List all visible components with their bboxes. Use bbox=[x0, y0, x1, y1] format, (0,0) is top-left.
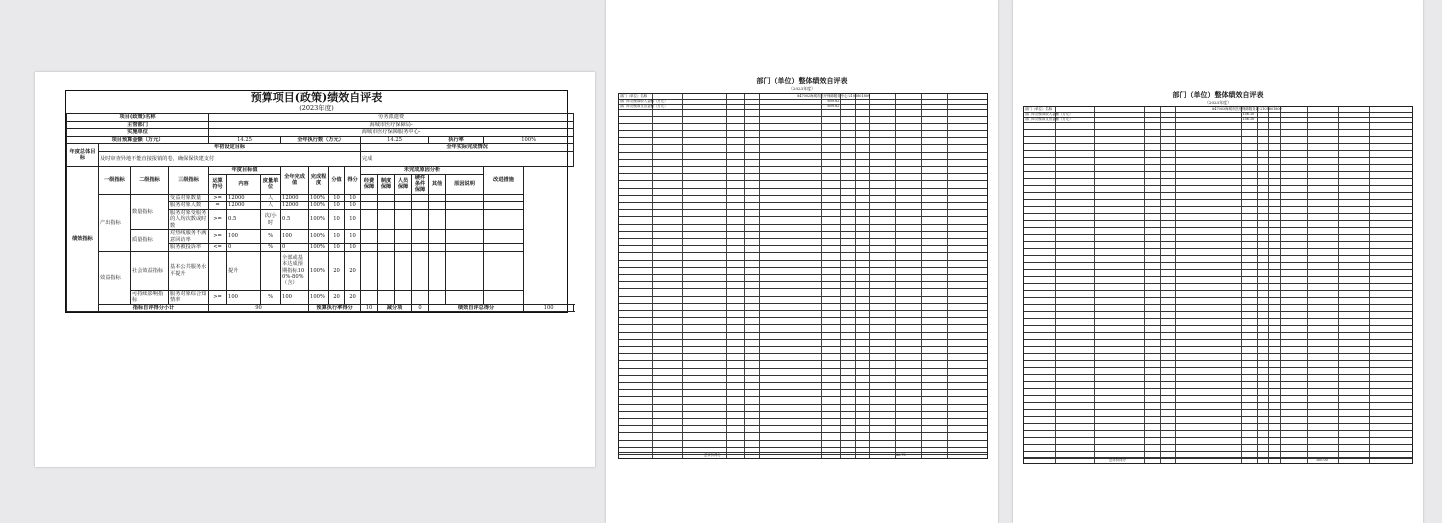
indicator-degree: 100% bbox=[309, 251, 329, 290]
indicator-value: 0 bbox=[227, 244, 261, 252]
p3-row-a-value: 156.10 bbox=[1242, 112, 1255, 116]
indicator-weight: 10 bbox=[329, 244, 345, 252]
social-label: 社会效益指标 bbox=[131, 251, 169, 290]
indicator-actual: 0 bbox=[281, 244, 309, 252]
subtotal-value: 90 bbox=[209, 304, 309, 312]
indicator-sym bbox=[209, 251, 227, 290]
h-unit: 度量单位 bbox=[261, 174, 281, 194]
p2-table bbox=[618, 93, 988, 459]
p3-total-value: 100.00 bbox=[1315, 458, 1328, 463]
h-lvl2: 二级指标 bbox=[131, 166, 169, 194]
indicator-actual: 0.5 bbox=[281, 209, 309, 229]
h-lvl1: 一级指标 bbox=[99, 166, 131, 194]
goal-done-label: 全年实际完成情况 bbox=[361, 144, 574, 152]
final-label: 绩效自评总得分 bbox=[429, 304, 524, 312]
indicator-name: 受益对象数量 bbox=[169, 194, 209, 202]
exec-value: 14.25 bbox=[361, 136, 429, 144]
indicator-degree: 100% bbox=[309, 194, 329, 202]
dept: 海城市医疗保障局- bbox=[209, 121, 574, 129]
indicator-unit: 次/小时 bbox=[261, 209, 281, 229]
budget-label: 项目预算金额（万元） bbox=[67, 136, 209, 144]
p3-year: （2023年度） bbox=[1204, 100, 1232, 105]
p3-title: 部门（单位）整体绩效自评表 bbox=[1172, 90, 1264, 99]
h-r1: 经费保障 bbox=[361, 174, 378, 194]
h-r3: 人员保障 bbox=[395, 174, 412, 194]
indicator-actual: 12000 bbox=[281, 194, 309, 202]
indicator-score: 20 bbox=[345, 251, 361, 290]
indicator-sym: >= bbox=[209, 290, 227, 304]
indicator-value: 100 bbox=[227, 230, 261, 244]
indicator-name: 对热线服务不满意回访率 bbox=[169, 230, 209, 244]
quality-label: 质量指标 bbox=[131, 230, 169, 252]
dept-label: 主管部门 bbox=[67, 121, 209, 129]
performance-form bbox=[65, 90, 568, 313]
indicator-unit bbox=[261, 251, 281, 290]
indicator-sym: >= bbox=[209, 230, 227, 244]
deduct-value: 0 bbox=[412, 304, 429, 312]
rate-label: 执行率 bbox=[429, 136, 484, 144]
indicator-score: 20 bbox=[345, 290, 361, 304]
h-r2: 制度保障 bbox=[378, 174, 395, 194]
form-year: (2023年度) bbox=[299, 104, 334, 112]
deduct-label: 减分项 bbox=[378, 304, 412, 312]
indicator-degree: 100% bbox=[309, 202, 329, 210]
indicator-value: 100 bbox=[227, 290, 261, 304]
document-page-2 bbox=[606, 0, 998, 523]
h-reason: 未完成原因分析 bbox=[361, 166, 484, 174]
benefit-label: 效益指标 bbox=[99, 251, 131, 304]
p2-title: 部门（单位）整体绩效自评表 bbox=[756, 76, 848, 85]
indicator-value: 0.5 bbox=[227, 209, 261, 229]
p2-row-b-value: 609.82 bbox=[827, 104, 840, 108]
indicator-sym: = bbox=[209, 202, 227, 210]
form-title: 预算项目(政策)绩效自评表 bbox=[250, 91, 383, 104]
exec-label: 全年执行数（万元） bbox=[281, 136, 361, 144]
p3-unit-name: 847003海城市医疗保障服务局-2105801809 bbox=[1212, 107, 1282, 111]
indicator-degree: 100% bbox=[309, 230, 329, 244]
indicator-weight: 10 bbox=[329, 209, 345, 229]
indicator-actual: 100 bbox=[281, 230, 309, 244]
p3-total-label: 总评价得分 bbox=[1109, 458, 1126, 463]
indicator-actual: 100 bbox=[281, 290, 309, 304]
indicator-actual: 12000 bbox=[281, 202, 309, 210]
indicator-degree: 100% bbox=[309, 209, 329, 229]
p3-row-a-label: 部门年初预算收入金额（万元） bbox=[1025, 112, 1073, 116]
h-r5: 其他 bbox=[429, 174, 446, 194]
indicator-sym: >= bbox=[209, 194, 227, 202]
indicator-degree: 100% bbox=[309, 290, 329, 304]
h-sym: 运算符号 bbox=[209, 174, 227, 194]
p3-table bbox=[1023, 106, 1413, 464]
p3-unit-label: 部门（单位）名称 bbox=[1025, 107, 1053, 111]
h-content: 内容 bbox=[227, 174, 261, 194]
budget-value: 14.25 bbox=[209, 136, 281, 144]
indicator-unit: % bbox=[261, 244, 281, 252]
indicator-score: 10 bbox=[345, 209, 361, 229]
project-name: 劳务派遣费 bbox=[209, 114, 574, 122]
indicator-sym: >= bbox=[209, 209, 227, 229]
indicator-score: 10 bbox=[345, 194, 361, 202]
project-name-label: 项目(政策)名称 bbox=[67, 114, 209, 122]
unit-label: 实施单位 bbox=[67, 129, 209, 137]
indicator-value: 提升 bbox=[227, 251, 261, 290]
indicator-name: 服务对象受服务的人均次数或时数 bbox=[169, 209, 209, 229]
sat-label: 可持续影响指标 bbox=[131, 290, 169, 304]
rate-value: 100% bbox=[484, 136, 574, 144]
p2-unit-label: 部门（单位）名称 bbox=[620, 94, 648, 98]
h-improve: 改进措施 bbox=[484, 166, 524, 194]
h-target: 年度目标值 bbox=[209, 166, 281, 174]
indicator-score: 10 bbox=[345, 230, 361, 244]
perf-label: 绩效指标 bbox=[67, 166, 99, 311]
performance-table bbox=[66, 113, 574, 312]
output-label: 产出指标 bbox=[99, 194, 131, 251]
goal-done: 完成 bbox=[361, 151, 574, 166]
indicator-sym: <= bbox=[209, 244, 227, 252]
indicator-degree: 100% bbox=[309, 244, 329, 252]
p2-total-label: 总评价得分 bbox=[704, 453, 721, 458]
goal-set-label: 年初设定目标 bbox=[99, 144, 361, 152]
p2-row-a-value: 609.82 bbox=[827, 99, 840, 103]
indicator-score: 10 bbox=[345, 244, 361, 252]
indicator-unit: 人 bbox=[261, 194, 281, 202]
p3-row-b-label: 部门年初预算支出金额（万元） bbox=[1025, 117, 1073, 121]
indicator-unit: % bbox=[261, 290, 281, 304]
indicator-weight: 10 bbox=[329, 194, 345, 202]
bud-score: 10 bbox=[361, 304, 378, 312]
h-weight: 分值 bbox=[329, 166, 345, 194]
h-r6: 原因说明 bbox=[446, 174, 484, 194]
goal-label: 年度总体目标 bbox=[67, 144, 99, 167]
indicator-name: 服务对象人数 bbox=[169, 202, 209, 210]
indicator-weight: 10 bbox=[329, 202, 345, 210]
h-actual: 全年完成值 bbox=[281, 166, 309, 194]
qty-label: 数量指标 bbox=[131, 194, 169, 229]
subtotal-label: 指标自评得分小计 bbox=[99, 304, 209, 312]
p2-row-a-label: 部门年初预算收入金额（万元） bbox=[620, 99, 668, 103]
indicator-weight: 20 bbox=[329, 251, 345, 290]
indicator-name: 服务对象综合知情率 bbox=[169, 290, 209, 304]
h-r4: 硬件条件保障 bbox=[412, 174, 429, 194]
bud-score-label: 预算执行率得分 bbox=[309, 304, 361, 312]
goal-set: 及时审查异地不能直接报销的卷，确保保快建支付 bbox=[99, 151, 361, 166]
indicator-name: 基本公共服务水平提升 bbox=[169, 251, 209, 290]
final-value: 100 bbox=[524, 304, 574, 312]
h-degree: 完成程度 bbox=[309, 166, 329, 194]
p2-year: （2023年度） bbox=[788, 86, 816, 91]
h-lvl3: 三级指标 bbox=[169, 166, 209, 194]
indicator-score: 10 bbox=[345, 202, 361, 210]
p2-row-b-label: 部门年初预算支出金额（万元） bbox=[620, 104, 668, 108]
indicator-value: 12000 bbox=[227, 202, 261, 210]
document-page-1 bbox=[35, 72, 595, 467]
p3-row-b-value: 156.10 bbox=[1242, 117, 1255, 121]
indicator-actual: 全部或基本达成预期指标100%-80%（含） bbox=[281, 251, 309, 290]
indicator-weight: 20 bbox=[329, 290, 345, 304]
indicator-weight: 10 bbox=[329, 230, 345, 244]
indicator-unit: 人 bbox=[261, 202, 281, 210]
indicator-value: 12000 bbox=[227, 194, 261, 202]
p2-total-value: 86.70 bbox=[895, 453, 906, 458]
indicator-name: 服务被投诉率 bbox=[169, 244, 209, 252]
document-page-3 bbox=[1013, 0, 1423, 523]
indicator-unit: % bbox=[261, 230, 281, 244]
unit: 海城市医疗保障服务中心- bbox=[209, 129, 574, 137]
h-score: 得分 bbox=[345, 166, 361, 194]
p2-unit-name: 847002海城市医疗保障服务中心-2105801809 bbox=[797, 94, 871, 98]
